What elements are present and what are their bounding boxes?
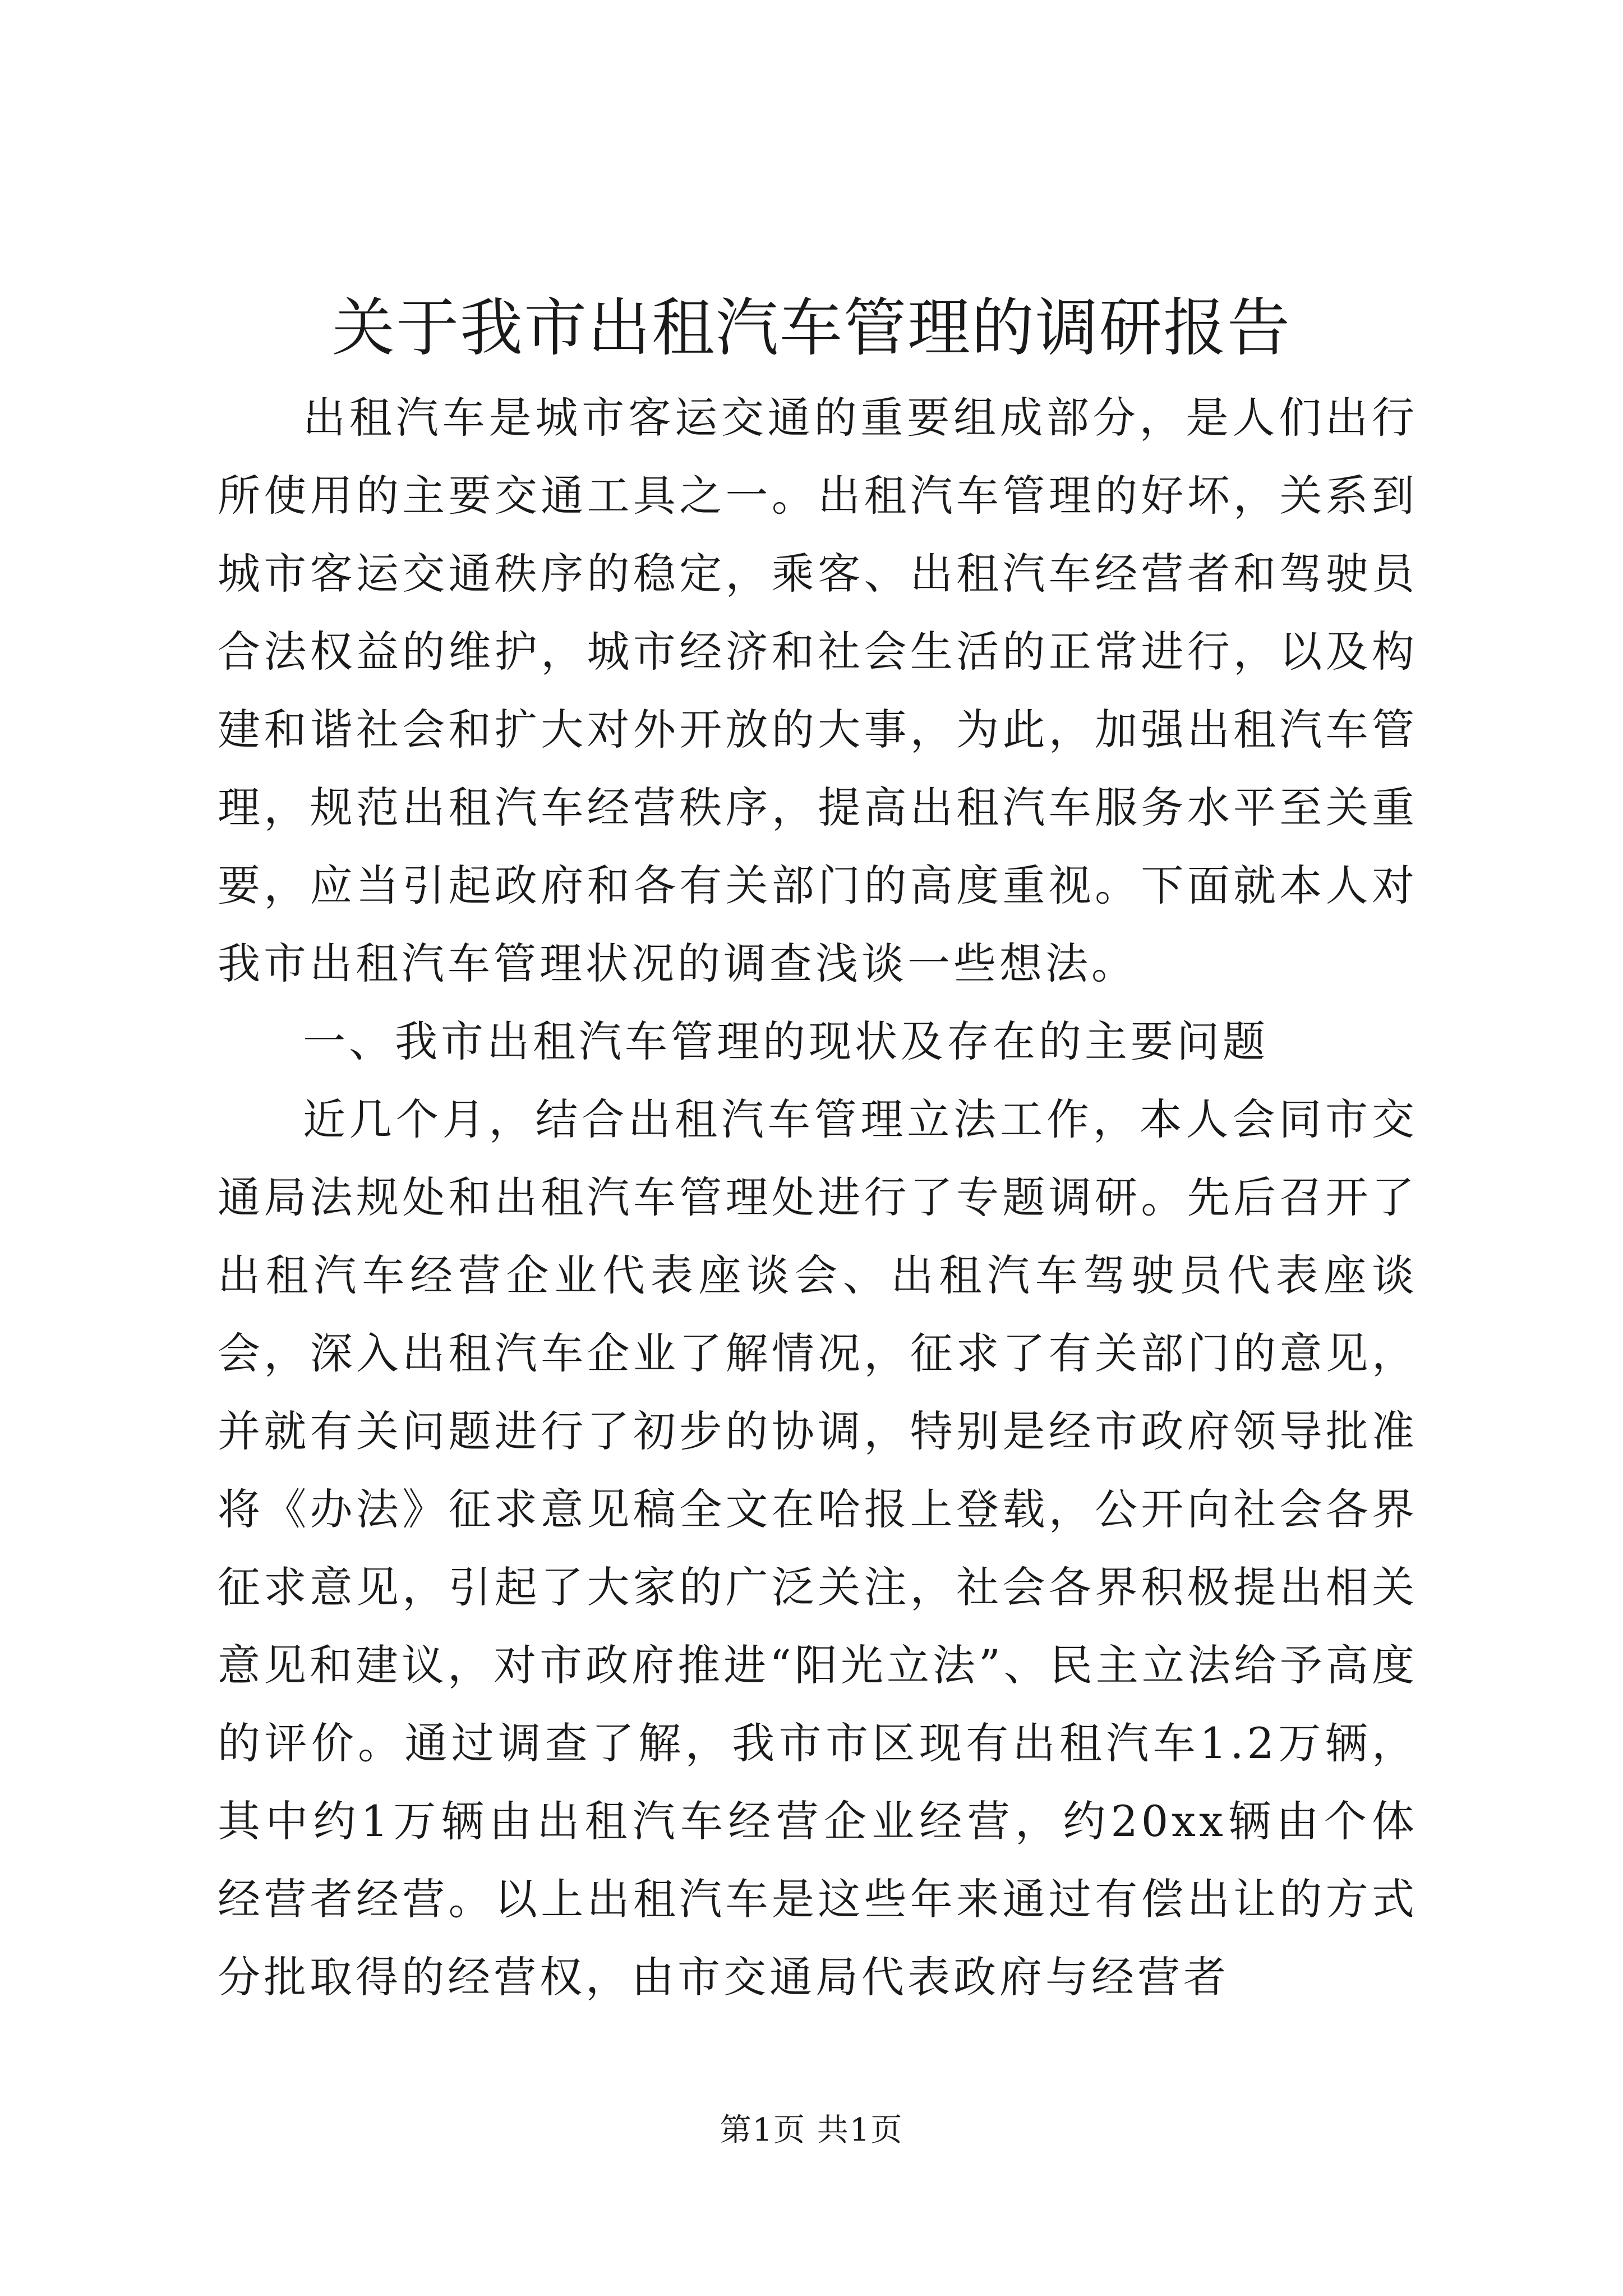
document-body <box>218 379 1418 2016</box>
page-footer: 第1页 共1页 <box>720 2112 903 2148</box>
paragraph-status: 近几个月，结合出租汽车管理立法工作，本人会同市交通局法规处和出租汽车管理处进行了专题调研。先后召开了出租汽车经营企业代表座谈会、出租汽车驾驶员代表座谈会，深入出租汽车企业了解情况，征求了有关部门的意见，并就有关问题进行了初步的协调，特别是经市政府领导批准将《办法》征求意见稿全文在哈报上登载，公开向社会各界征求意见，引起了大家的广泛关注，社会各界积极提出相关意见和建议，对市政府推进“阳光立法”、民主立法给予高度的评价。通过调查了解，我市市区现有出租汽车1.2万辆，其中约1万辆由出租汽车经营企业经营，约20xx辆由个体经营者经营。以上出租汽车是这些年来通过有偿出让的方式分批取得的经营权，由市交通局代表政府与经营者 <box>218 1094 1418 2002</box>
section-heading: 一、我市出租汽车管理的现状及存在的主要问题 <box>303 1016 1269 1066</box>
paragraph-intro: 出租汽车是城市客运交通的重要组成部分，是人们出行所使用的主要交通工具之一。出租汽车管理的好坏，关系到城市客运交通秩序的稳定，乘客、出租汽车经营者和驾驶员合法权益的维护，城市经济和社会生活的正常进行，以及构建和谐社会和扩大对外开放的大事，为此，加强出租汽车管理，规范出租汽车经营秩序，提高出租汽车服务水平至关重要，应当引起政府和各有关部门的高度重视。下面就本人对我市出租汽车管理状况的调查浅谈一些想法。 <box>218 393 1418 988</box>
document-title: 关于我市出租汽车管理的调研报告 <box>332 292 1291 365</box>
